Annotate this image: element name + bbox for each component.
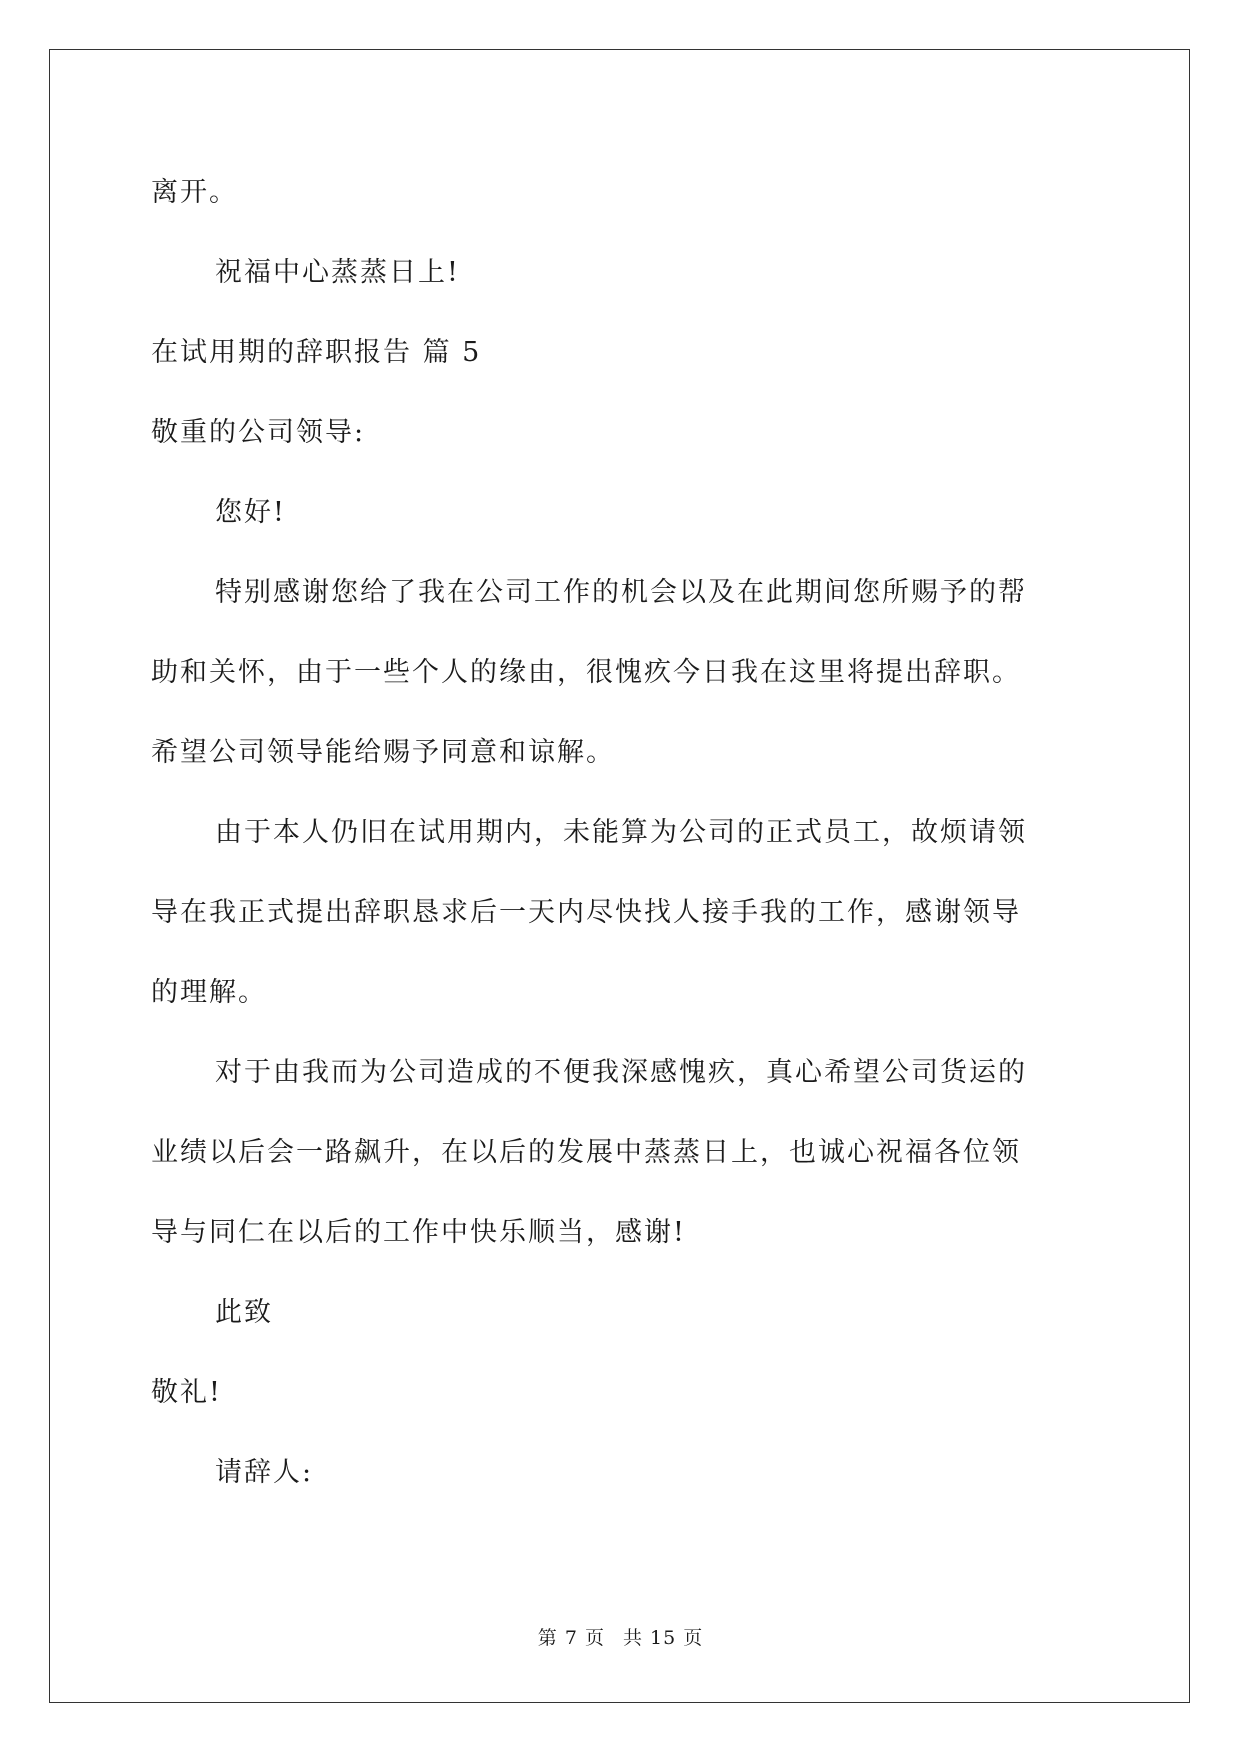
text-line: 业绩以后会一路飙升，在以后的发展中蒸蒸日上，也诚心祝福各位领	[151, 1137, 1021, 1168]
text-line: 由于本人仍旧在试用期内，未能算为公司的正式员工，故烦请领	[215, 817, 1027, 848]
signature-label: 请辞人:	[215, 1457, 314, 1488]
text-line: 对于由我而为公司造成的不便我深感愧疚，真心希望公司货运的	[215, 1057, 1027, 1088]
greeting: 您好!	[215, 497, 286, 528]
text-line: 助和关怀，由于一些个人的缘由，很愧疚今日我在这里将提出辞职。	[151, 657, 1021, 688]
closing: 此致	[215, 1297, 273, 1328]
page-total: 共 15 页	[622, 1627, 704, 1649]
text-line: 特别感谢您给了我在公司工作的机会以及在此期间您所赐予的帮	[215, 577, 1027, 608]
text-line: 导在我正式提出辞职恳求后一天内尽快找人接手我的工作，感谢领导	[151, 897, 1021, 928]
salutation: 敬重的公司领导:	[151, 417, 366, 448]
text-line: 的理解。	[151, 977, 267, 1008]
page-number: 第 7 页	[537, 1627, 605, 1649]
page-border	[49, 49, 1190, 1703]
closing-salute: 敬礼!	[151, 1377, 222, 1408]
text-line: 导与同仁在以后的工作中快乐顺当，感谢!	[151, 1217, 686, 1248]
text-line: 祝福中心蒸蒸日上!	[215, 257, 460, 288]
page-footer	[0, 1626, 1241, 1650]
text-line: 希望公司领导能给赐予同意和谅解。	[151, 737, 615, 768]
section-heading: 在试用期的辞职报告 篇 5	[151, 337, 482, 368]
text-line: 离开。	[151, 177, 238, 208]
